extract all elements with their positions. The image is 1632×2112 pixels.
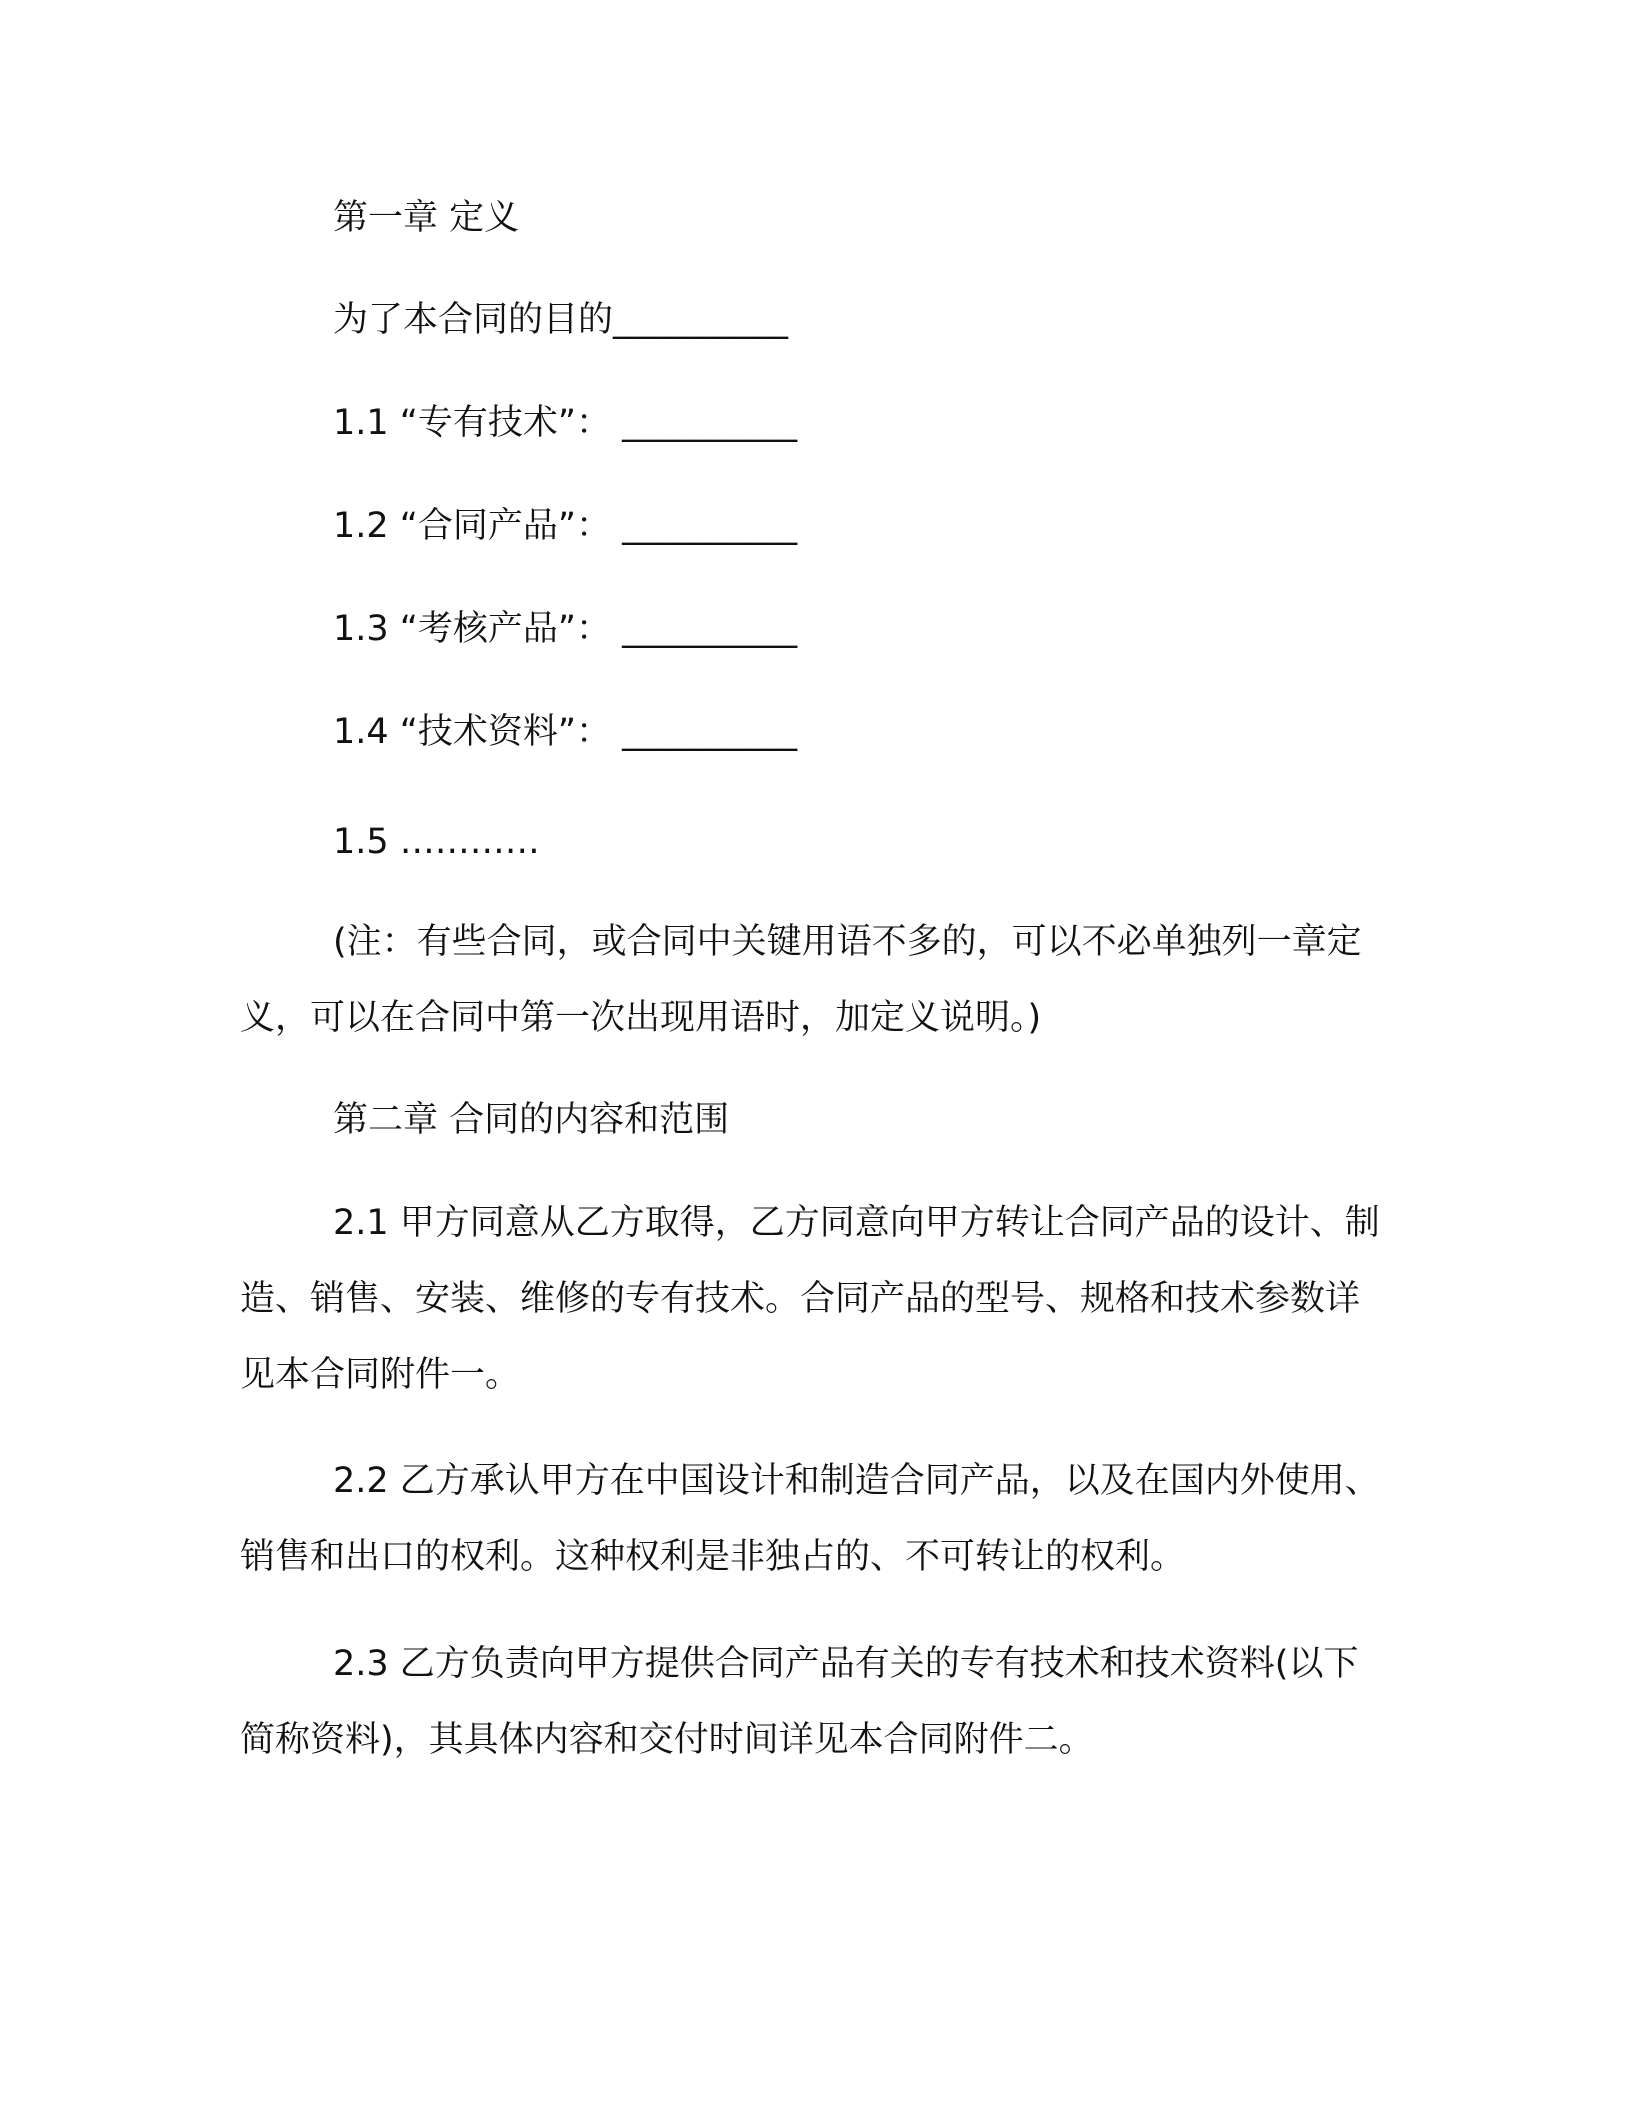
definition-item: 1.4 “技术资料”： __________: [333, 712, 798, 752]
contract-clause: 2.1 甲方同意从乙方取得，乙方同意向甲方转让合同产品的设计、制造、销售、安装、维修的专有技术。合同产品的型号、规格和技术参数详见本合同附件一。: [240, 1203, 1380, 1395]
chapter-1-note: (注：有些合同，或合同中关键用语不多的，可以不必单独列一章定义，可以在合同中第一次出现用语时，加定义说明。): [240, 922, 1362, 1038]
contract-clause: 2.2 乙方承认甲方在中国设计和制造合同产品，以及在国内外使用、销售和出口的权利。这种权利是非独占的、不可转让的权利。: [240, 1461, 1380, 1577]
contract-clause: 2.3 乙方负责向甲方提供合同产品有关的专有技术和技术资料(以下简称资料)，其具体内容和交付时间详见本合同附件二。: [240, 1644, 1359, 1760]
definition-item: 1.2 “合同产品”： __________: [333, 506, 798, 546]
chapter-2-title: 第二章 合同的内容和范围: [333, 1100, 730, 1140]
definition-item: 1.5 …………: [333, 822, 540, 862]
definition-item: 1.3 “考核产品”： __________: [333, 609, 798, 649]
chapter-1-title: 第一章 定义: [333, 198, 520, 238]
definition-item: 1.1 “专有技术”： __________: [333, 403, 798, 443]
chapter-1-intro: 为了本合同的目的__________: [333, 300, 789, 340]
